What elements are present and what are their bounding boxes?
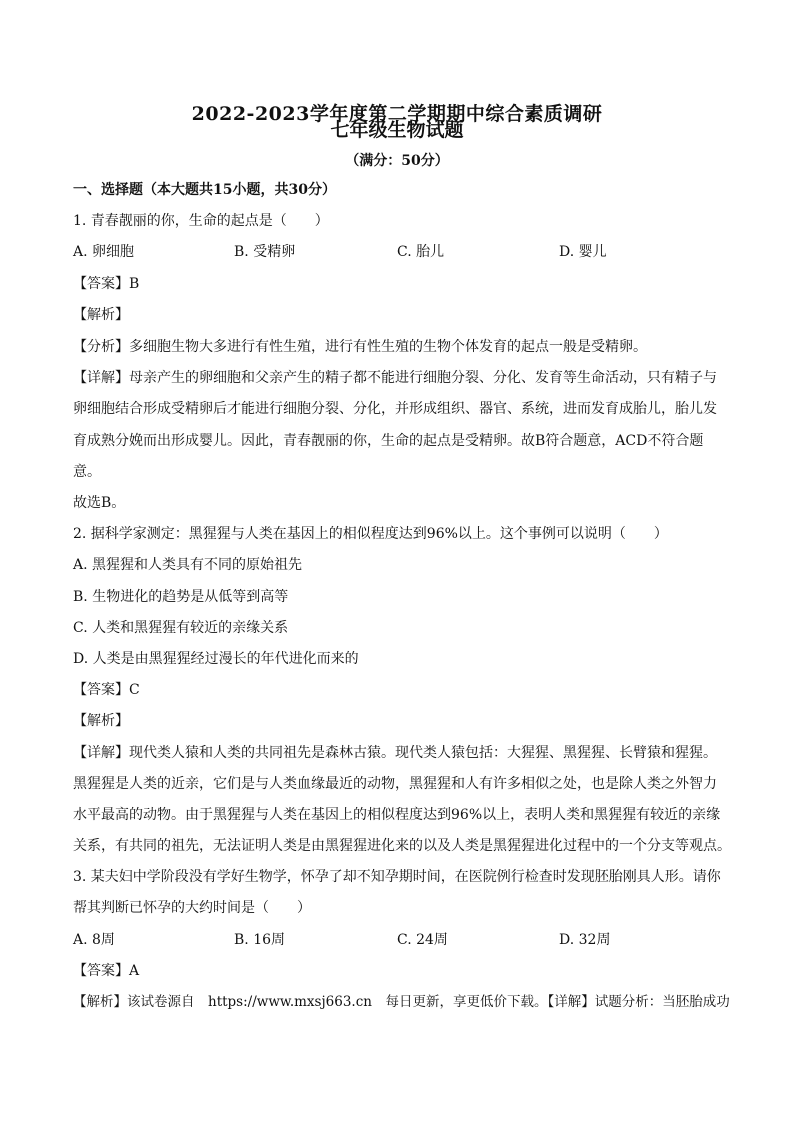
question-2-option-b: B. 生物进化的趋势是从低等到高等 [73, 589, 289, 605]
question-2-detail-line: 关系，有共同的祖先，无法证明人类是由黑猩猩进化来的以及人类是黑猩猩进化过程中的一个分支等观点。 [73, 838, 731, 854]
question-2-detail-line: 【详解】现代类人猿和人类的共同祖先是森林古猿。现代类人猿包括：大猩猩、黑猩猩、长臂猿和猩猩。 [73, 745, 717, 761]
question-1-detail-line: 【详解】母亲产生的卵细胞和父亲产生的精子都不能进行细胞分裂、分化、发育等生命活动，只有精子与 [73, 370, 717, 386]
question-3-option-a: A. 8周 [73, 932, 115, 948]
question-3-analysis-line: 【解析】该试卷源自 https://www.mxsj663.cn 每日更新，享更低价下载。【详解】试题分析：当胚胎成功 [73, 994, 730, 1010]
question-1-stem: 1. 青春靓丽的你，生命的起点是（ ） [73, 213, 329, 229]
question-1-option-c: C. 胎儿 [397, 244, 445, 260]
question-3-option-c: C. 24周 [397, 932, 448, 948]
question-1-detail-line: 卵细胞结合形成受精卵后才能进行细胞分裂、分化，并形成组织、器官、系统，进而发育成胎儿，胎儿发 [73, 401, 717, 417]
question-1-detail-line: 育成熟分娩而出形成婴儿。因此，青春靓丽的你，生命的起点是受精卵。故B符合题意，ACD不符合题 [73, 433, 704, 449]
question-3-option-b: B. 16周 [234, 932, 286, 948]
question-1-analysis-label: 【解析】 [73, 307, 129, 323]
question-3-stem-line: 帮其判断已怀孕的大约时间是（ ） [73, 900, 311, 916]
question-2-option-d: D. 人类是由黑猩猩经过漫长的年代进化而来的 [73, 651, 359, 667]
question-3-stem-line: 3. 某夫妇中学阶段没有学好生物学，怀孕了却不知孕期时间，在医院例行检查时发现胚胎刚具人形。请你 [73, 869, 721, 885]
question-1-option-b: B. 受精卵 [234, 244, 296, 260]
question-2-option-c: C. 人类和黑猩猩有较近的亲缘关系 [73, 620, 289, 636]
exam-subtitle: 七年级生物试题 [330, 119, 464, 141]
question-2-option-a: A. 黑猩猩和人类具有不同的原始祖先 [73, 557, 303, 573]
question-1-detail-line: 意。 [73, 464, 101, 480]
question-1-option-d: D. 婴儿 [559, 244, 607, 260]
section-heading: 一、选择题（本大题共15小题，共30分） [73, 182, 336, 198]
question-2-answer: 【答案】C [73, 682, 140, 698]
score-note: （满分：50分） [345, 153, 449, 169]
question-1-option-a: A. 卵细胞 [73, 244, 135, 260]
question-2-detail-line: 黑猩猩是人类的近亲，它们是与人类血缘最近的动物，黑猩猩和人有许多相似之处，也是除人类之外智力 [73, 776, 717, 792]
question-1-fenxi: 【分析】多细胞生物大多进行有性生殖，进行有性生殖的生物个体发育的起点一般是受精卵。 [73, 339, 647, 355]
question-1-answer: 【答案】B [73, 276, 140, 292]
question-2-detail-line: 水平最高的动物。由于黑猩猩与人类在基因上的相似程度达到96%以上，表明人类和黑猩猩有较近的亲缘 [73, 807, 721, 823]
question-3-option-d: D. 32周 [559, 932, 611, 948]
question-2-analysis-label: 【解析】 [73, 713, 129, 729]
question-1-conclusion: 故选B。 [73, 495, 126, 511]
exam-title: 2022-2023学年度第二学期期中综合素质调研 [191, 103, 603, 125]
question-2-stem: 2. 据科学家测定：黑猩猩与人类在基因上的相似程度达到96%以上。这个事例可以说明（ ） [73, 526, 668, 542]
question-3-answer: 【答案】A [73, 963, 140, 979]
